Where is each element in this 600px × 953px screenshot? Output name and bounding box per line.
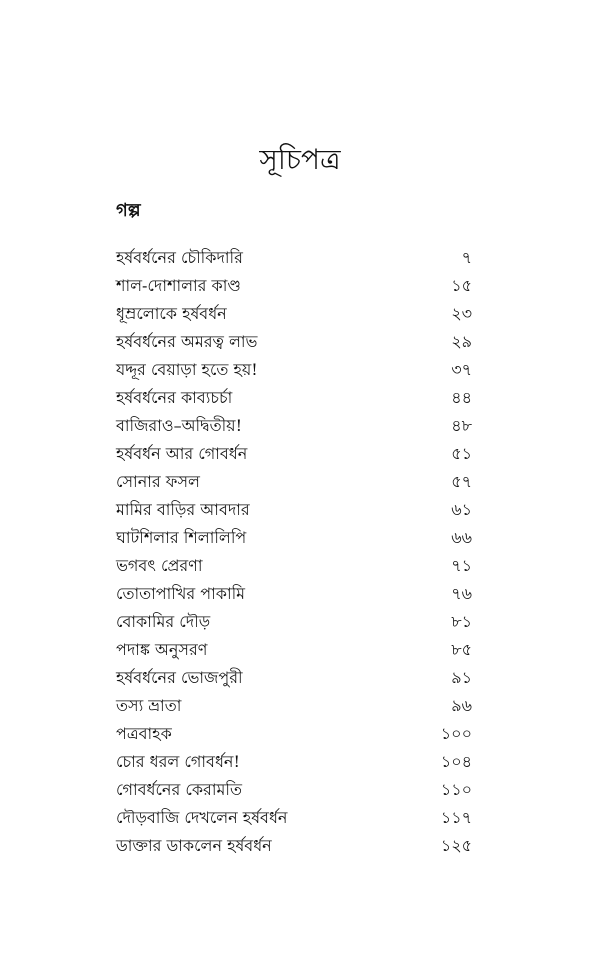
toc-entry-page: ৬১ [451,499,472,519]
toc-entry-page: ১১০ [440,779,472,799]
toc-entry-page: ৭৬ [451,583,472,603]
toc-entry [116,804,472,832]
toc-entry [116,832,472,860]
toc-entry-title: মামির বাড়ির আবদার [116,499,250,519]
toc-entry-page: ৭ [461,247,472,267]
toc-entry-page: ১০৪ [440,751,472,771]
toc-entry-page: ২৯ [451,331,472,351]
toc-entry [116,356,472,384]
toc-entry [116,692,472,720]
toc-entry [116,384,472,412]
toc-entry-title: সোনার ফসল [116,471,200,491]
toc-entry [116,440,472,468]
toc-entry-title: বোকামির দৌড় [116,611,211,631]
toc-entry-title: পদাঙ্ক অনুসরণ [116,639,208,659]
toc-entry-page: ৩৭ [451,359,472,379]
toc-entry-title: তস্য ভ্রাতা [116,695,182,715]
toc-entry-title: হর্ষবর্ধনের অমরত্ব লাভ [116,331,258,351]
toc-entry-title: দৌড়বাজি দেখলেন হর্ষবর্ধন [116,807,288,827]
toc-entry-page: ১০০ [440,723,472,743]
toc-entry-page: ৯১ [451,667,472,687]
toc-entry [116,468,472,496]
toc-entry [116,496,472,524]
toc-entry-page: ৮১ [451,611,472,631]
toc-entry [116,664,472,692]
toc-entry-page: ৯৬ [451,695,472,715]
toc-entry-page: ৭১ [451,555,472,575]
toc-entry-title: ঘাটশিলার শিলালিপি [116,527,247,547]
toc-entry-page: ১১৭ [440,807,472,827]
toc-entry-title: হর্ষবর্ধনের চৌকিদারি [116,247,243,267]
toc-entry-title: শাল-দোশালার কাণ্ড [116,275,241,295]
toc-entry-page: ৪৪ [451,387,472,407]
toc-entry [116,636,472,664]
toc-entry-title: হর্ষবর্ধন আর গোবর্ধন [116,443,248,463]
toc-entry [116,272,472,300]
toc-entry-title: চোর ধরল গোবর্ধন! [116,751,240,771]
toc-entry [116,300,472,328]
toc-entry-page: ৪৮ [451,415,472,435]
toc-entry [116,776,472,804]
toc-entry-page: ৫৭ [451,471,472,491]
toc-entry [116,244,472,272]
toc-entry-page: ২৩ [451,303,472,323]
toc-entry-page: ১২৫ [440,835,472,855]
toc-entry-title: হর্ষবর্ধনের ভোজপুরী [116,667,243,687]
toc-entry-page: ৬৬ [451,527,472,547]
toc-entry [116,608,472,636]
toc-entry [116,412,472,440]
toc-entry [116,552,472,580]
toc-entry-title: ডাক্তার ডাকলেন হর্ষবর্ধন [116,835,272,855]
toc-entry-title: ভগবৎ প্রেরণা [116,555,203,575]
table-of-contents [116,244,472,860]
section-heading: গল্প [116,200,141,221]
toc-entry [116,748,472,776]
toc-entry-title: ধূম্রলোকে হর্ষবর্ধন [116,303,227,323]
toc-entry-title: হর্ষবর্ধনের কাব্যচর্চা [116,387,233,407]
toc-entry-title: বাজিরাও–অদ্বিতীয়! [116,415,243,435]
toc-entry-title: যদ্দূর বেয়াড়া হতে হয়! [116,359,258,379]
page-title: সূচিপত্র [259,143,341,176]
toc-entry-title: তোতাপাখির পাকামি [116,583,246,603]
toc-entry-title: গোবর্ধনের কেরামতি [116,779,242,799]
toc-entry-page: ৫১ [451,443,472,463]
toc-entry-page: ১৫ [451,275,472,295]
toc-entry-title: পত্রবাহক [116,723,172,743]
toc-entry [116,580,472,608]
toc-entry [116,524,472,552]
toc-entry [116,720,472,748]
toc-entry [116,328,472,356]
toc-entry-page: ৮৫ [451,639,472,659]
